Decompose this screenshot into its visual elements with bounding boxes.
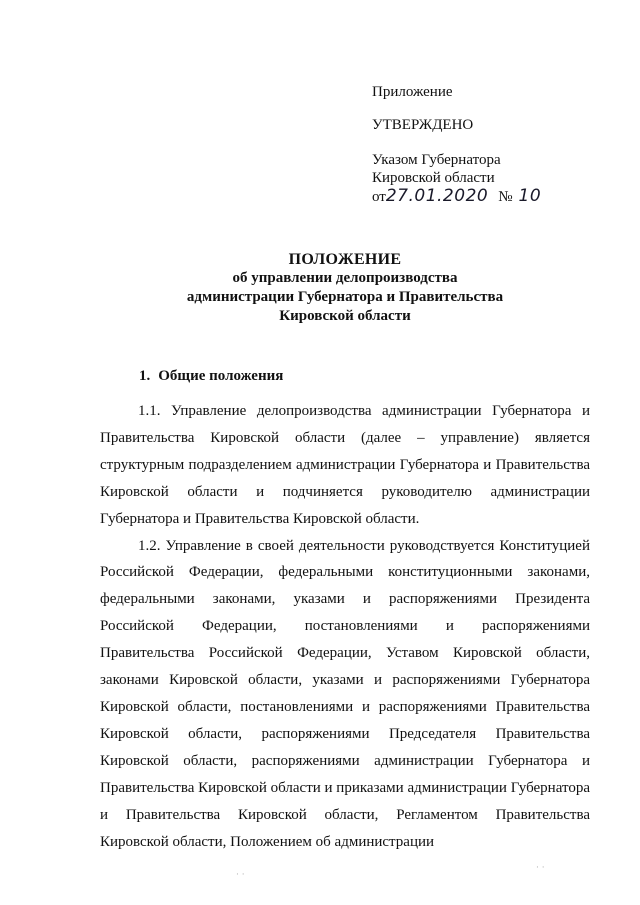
decree-line-2: Кировской области <box>372 170 495 186</box>
title-line-2: администрации Губернатора и Правительства <box>186 289 504 305</box>
handwritten-date: 27.01.2020 <box>385 186 489 206</box>
section-title: Общие положения <box>158 368 284 384</box>
paragraph-1-2: 1.2. Управление в своей деятельности руководствуется Конституцией Российской Федерации, федеральными конституционными законами, федеральными законами, указами и распоряжениями Президента Российской Федерации, постановлениями и распоряжениями Правительства Российской Федерации, Уставом Кировской области, законами Кировской области, указами и распоряжениями Губернатора Кировской области, постановлениями и распоряжениями Правительства Кировской области, распоряжениями Председателя Правительства Кировской области, распоряжениями администрации Губернатора и Правительства Кировской области и приказами администрации Губернатора и Правительства Кировской области, Регламентом Правительства Кировской области, Положением об администрации <box>100 537 590 850</box>
handwritten-number: 10 <box>518 186 542 206</box>
scan-speck: · · <box>536 863 545 873</box>
title-line-1: об управлении делопроизводства <box>232 270 458 286</box>
title-line-3: Кировской области <box>279 308 411 324</box>
body-text <box>100 398 590 855</box>
number-sign: № <box>498 189 513 205</box>
section-number: 1. <box>139 368 151 384</box>
section-heading <box>139 368 283 385</box>
date-prefix: от <box>372 189 386 205</box>
approval-block <box>372 83 612 206</box>
appendix-label: Приложение <box>372 84 453 100</box>
document-title-block <box>100 250 590 326</box>
document-title: ПОЛОЖЕНИЕ <box>288 251 402 268</box>
approved-stamp-text: УТВЕРЖДЕНО <box>372 117 474 133</box>
decree-line-1: Указом Губернатора <box>372 152 501 168</box>
decree-date-number-line <box>372 187 612 206</box>
scan-speck: · · <box>236 870 245 880</box>
paragraph-1-1: 1.1. Управление делопроизводства администрации Губернатора и Правительства Кировской области (далее – управление) является структурным подразделением администрации Губернатора и Правительства Кировской области и подчиняется руководителю администрации Губернатора и Правительства Кировской области. <box>100 403 590 527</box>
